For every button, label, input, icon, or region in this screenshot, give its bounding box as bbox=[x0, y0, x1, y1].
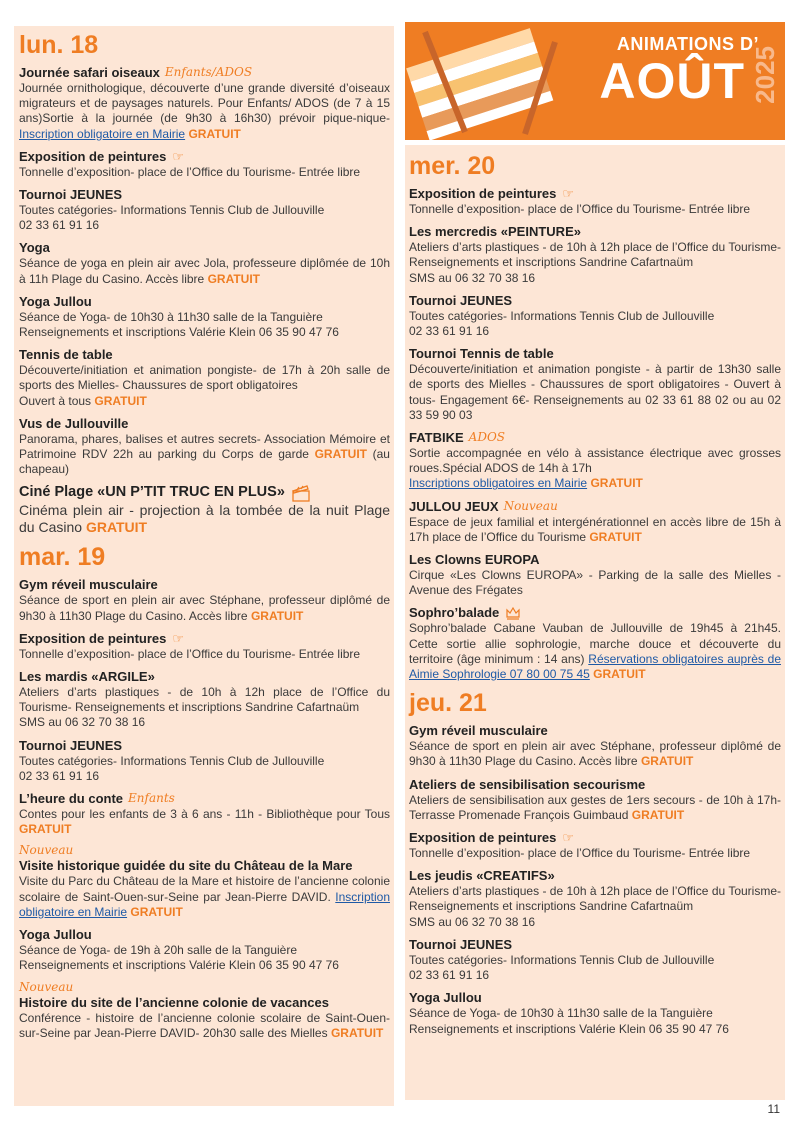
hand-icon: ☞ bbox=[172, 148, 185, 164]
event-yoga-jullou bbox=[19, 293, 390, 340]
event-contact: Renseignements et inscriptions Valérie Klein 06 35 90 47 76 bbox=[19, 958, 339, 973]
event-desc: Séance de Yoga- de 10h30 à 11h30 salle de la Tanguière bbox=[409, 1006, 713, 1021]
event-desc-extra: Ouvert à tous bbox=[19, 393, 92, 408]
event-desc: Sortie accompagnée en vélo à assistance électrique avec grosses roues.Spécial ADOS de 14h à 17h bbox=[409, 446, 781, 476]
event-tournoi-tennis-table bbox=[409, 345, 781, 423]
day-heading: mar. 19 bbox=[19, 543, 106, 572]
event-title: Les mercredis «PEINTURE» bbox=[409, 224, 581, 240]
event-desc: Toutes catégories- Informations Tennis Club de Jullouville bbox=[19, 203, 325, 218]
event-jeudis-creatifs bbox=[409, 867, 781, 930]
event-expo bbox=[19, 148, 390, 180]
event-mercredis-peinture bbox=[409, 223, 781, 286]
event-fatbike bbox=[409, 429, 781, 492]
day-heading: jeu. 21 bbox=[409, 689, 487, 718]
event-title: Les mardis «ARGILE» bbox=[19, 669, 155, 685]
event-expo bbox=[409, 829, 781, 861]
event-desc: Ateliers de sensibilisation aux gestes de 1ers secours - de 10h à 17h-Terrasse Promenade François Guimbaud bbox=[409, 792, 781, 822]
event-title: Ciné Plage «UN P’TIT TRUC EN PLUS» bbox=[19, 484, 285, 501]
free-badge: GRATUIT bbox=[250, 608, 304, 623]
event-title: Histoire du site de l’ancienne colonie de vacances bbox=[19, 994, 329, 1010]
event-title: Yoga bbox=[19, 240, 50, 256]
event-contact: Renseignements et inscriptions Valérie Klein 06 35 90 47 76 bbox=[19, 325, 339, 340]
registration-link[interactable]: Réservations obligatoires auprès de Aimie Sophrologie 07 80 00 75 45 bbox=[409, 651, 781, 682]
event-title: Tournoi JEUNES bbox=[19, 737, 123, 753]
event-gym bbox=[409, 722, 781, 769]
event-desc: Ateliers d’arts plastiques - de 10h à 12h place de l’Office du Tourisme- Renseignements et inscriptions Sandrine Cafartnaüm bbox=[409, 240, 781, 270]
event-desc: Tonnelle d’exposition- place de l’Office du Tourisme- Entrée libre bbox=[409, 202, 751, 216]
event-phone: 02 33 61 91 16 bbox=[19, 218, 100, 233]
event-title: Journée safari oiseaux bbox=[19, 65, 160, 80]
event-clowns bbox=[409, 551, 781, 598]
event-mardis-argile bbox=[19, 668, 390, 731]
event-phone: 02 33 61 91 16 bbox=[19, 768, 100, 783]
event-title: Gym réveil musculaire bbox=[19, 577, 158, 593]
event-title: Vus de Jullouville bbox=[19, 415, 129, 431]
event-desc: Séance de sport en plein air avec Stéphane, professeur diplômé de 9h30 à 11h30 Plage du Casino. Accès libre bbox=[409, 739, 781, 769]
event-desc: Cinéma plein air - projection à la tombée de la nuit Plage du Casino bbox=[19, 502, 390, 536]
event-desc: Découverte/initiation et animation pongiste- de 17h à 20h salle de sports des Mielles- Chaussures de sport obligatoires bbox=[19, 363, 390, 393]
event-contact: SMS au 06 32 70 38 16 bbox=[409, 270, 536, 285]
free-badge: GRATUIT bbox=[589, 529, 642, 544]
registration-link[interactable]: Inscription obligatoire en Mairie bbox=[19, 126, 186, 141]
event-desc: Séance de sport en plein air avec Stéphane, professeur diplômé de 9h30 à 11h30 Plage du Casino. Accès libre bbox=[19, 593, 390, 623]
event-title: Les jeudis «CREATIFS» bbox=[409, 868, 555, 884]
page-number: 11 bbox=[767, 1102, 780, 1116]
event-desc: Séance de yoga en plein air avec Jola, professeure diplômée de 10h à 11h Plage du Casino. Accès libre bbox=[19, 256, 390, 286]
event-visite-chateau bbox=[19, 843, 390, 920]
event-desc: Toutes catégories- Informations Tennis Club de Jullouville bbox=[409, 308, 715, 323]
event-title: Tournoi JEUNES bbox=[409, 292, 513, 308]
event-desc: Panorama, phares, balises et autres secrets- Association Mémoire et Patrimoine RDV 22h au parking du Corps de garde bbox=[19, 431, 390, 462]
free-badge: GRATUIT bbox=[94, 393, 147, 408]
event-title: L’heure du conte bbox=[19, 791, 124, 807]
event-title: Exposition de peintures bbox=[19, 148, 167, 164]
movie-clapper-icon bbox=[291, 484, 311, 502]
event-desc: Tonnelle d’exposition- place de l’Office du Tourisme- Entrée libre bbox=[409, 846, 751, 861]
event-cine-plage bbox=[19, 483, 390, 536]
registration-link[interactable]: Inscription obligatoire en Mairie bbox=[19, 889, 390, 919]
deckchair-illustration bbox=[405, 22, 595, 140]
free-badge: GRATUIT bbox=[590, 476, 643, 491]
event-desc-extra: (au chapeau) bbox=[19, 447, 390, 477]
event-tag: Nouveau bbox=[503, 498, 558, 513]
event-contact: Renseignements et inscriptions Valérie Klein 06 35 90 47 76 bbox=[409, 1021, 729, 1036]
event-phone: 02 33 61 91 16 bbox=[409, 968, 490, 983]
event-tag: ADOS bbox=[468, 430, 506, 445]
event-tournoi bbox=[409, 936, 781, 983]
event-title: Yoga Jullou bbox=[19, 927, 92, 943]
day-heading: lun. 18 bbox=[19, 31, 99, 59]
event-expo bbox=[19, 630, 390, 662]
free-badge: GRATUIT bbox=[640, 754, 694, 769]
event-tag: Enfants bbox=[128, 791, 175, 806]
event-title: Sophro’balade bbox=[409, 605, 500, 621]
event-title: Tournoi Tennis de table bbox=[409, 346, 554, 362]
banner-year: 2025 bbox=[750, 46, 780, 104]
event-secourisme bbox=[409, 776, 781, 823]
event-title: Tennis de table bbox=[19, 347, 113, 363]
event-yoga-jullou bbox=[409, 989, 781, 1036]
event-histoire-colonie bbox=[19, 980, 390, 1041]
event-yoga bbox=[19, 239, 390, 286]
event-vus-jullouville bbox=[19, 415, 390, 478]
header-banner bbox=[405, 22, 785, 140]
event-title: Exposition de peintures bbox=[409, 186, 557, 201]
event-tournoi bbox=[19, 737, 390, 784]
free-badge: GRATUIT bbox=[593, 667, 646, 682]
left-column bbox=[14, 26, 394, 1106]
event-contact: SMS au 06 32 70 38 16 bbox=[19, 715, 146, 730]
hand-icon: ☞ bbox=[562, 186, 575, 201]
event-desc: Séance de Yoga- de 10h30 à 11h30 salle de la Tanguière bbox=[19, 309, 323, 324]
free-badge: GRATUIT bbox=[330, 1025, 384, 1040]
event-desc: Sophro’balade Cabane Vauban de Jullouville de 19h45 à 21h45. Cette sortie allie sophrologie, marche douce et découverte du territoire (âge minimum : 14 ans) bbox=[409, 621, 781, 666]
event-desc: Espace de jeux familial et intergénérationnel en accès libre de 15h à 17h place de l’Office du Tourisme bbox=[409, 514, 781, 544]
event-desc: Toutes catégories- Informations Tennis Club de Jullouville bbox=[19, 753, 325, 768]
event-desc: Séance de Yoga- de 19h à 20h salle de la Tanguière bbox=[19, 943, 298, 958]
event-contact: SMS au 06 32 70 38 16 bbox=[409, 914, 536, 929]
banner-title-line1: ANIMATIONS D’ bbox=[616, 34, 759, 54]
event-tournoi bbox=[19, 186, 390, 233]
event-desc: Toutes catégories- Informations Tennis Club de Jullouville bbox=[409, 952, 715, 967]
event-expo bbox=[409, 185, 781, 217]
new-tag: Nouveau bbox=[19, 979, 74, 994]
free-badge: GRATUIT bbox=[85, 519, 148, 536]
event-desc: Tonnelle d’exposition- place de l’Office du Tourisme- Entrée libre bbox=[19, 646, 361, 661]
event-tennis-table bbox=[19, 346, 390, 409]
event-title: JULLOU JEUX bbox=[409, 498, 499, 514]
free-badge: GRATUIT bbox=[314, 447, 367, 462]
event-title: Yoga Jullou bbox=[19, 293, 92, 309]
event-title: Yoga Jullou bbox=[409, 990, 482, 1006]
event-desc: Journée ornithologique, découverte d’une grande diversité d’oiseaux migrateurs et de paysages naturels. Pour Enfants/ ADOS (de 7 à 15 ans)Sortie à la journée (de 9h30 à 16h30) prévoir pique-nique- bbox=[19, 81, 390, 126]
event-desc: Tonnelle d’exposition- place de l’Office du Tourisme- Entrée libre bbox=[19, 164, 361, 179]
event-tag: Enfants/ADOS bbox=[164, 65, 253, 79]
event-safari bbox=[19, 64, 390, 142]
event-desc: Ateliers d’arts plastiques - de 10h à 12h place de l’Office du Tourisme- Renseignements et inscriptions Sandrine Cafartnaüm bbox=[19, 685, 390, 715]
event-desc: Conférence - histoire de l’ancienne colonie scolaire de Saint-Ouen-sur-Seine par Jean-Pierre DAVID- 20h30 salle des Mielles bbox=[19, 1010, 390, 1040]
crown-icon bbox=[505, 606, 521, 620]
registration-link[interactable]: Inscriptions obligatoires en Mairie bbox=[409, 476, 588, 491]
free-badge: GRATUIT bbox=[188, 126, 241, 141]
event-desc: Ateliers d’arts plastiques - de 10h à 12h place de l’Office du Tourisme- Renseignements et inscriptions Sandrine Cafartnaüm bbox=[409, 884, 781, 914]
event-title: FATBIKE bbox=[409, 430, 464, 446]
event-desc: Visite du Parc du Château de la Mare et histoire de l’ancienne colonie scolaire de Saint-Ouen-sur-Seine par Jean-Pierre DAVID. bbox=[19, 874, 390, 904]
event-title: Les Clowns EUROPA bbox=[409, 552, 540, 568]
event-title: Tournoi JEUNES bbox=[409, 936, 513, 952]
event-desc: Découverte/initiation et animation pongiste - à partir de 13h30 salle de sports des Mielles - Chaussures de sport obligatoires - Ouvert à tous- Engagement 6€- Renseignements au 02 33 61 88 02 ou au 02 33 59 90 03 bbox=[409, 362, 781, 422]
free-badge: GRATUIT bbox=[130, 904, 183, 919]
free-badge: GRATUIT bbox=[631, 807, 685, 822]
new-tag: Nouveau bbox=[19, 843, 74, 858]
event-title: Ateliers de sensibilisation secourisme bbox=[409, 776, 646, 792]
event-tournoi bbox=[409, 292, 781, 339]
right-column bbox=[405, 145, 785, 1100]
free-badge: GRATUIT bbox=[207, 271, 261, 286]
event-gym bbox=[19, 576, 390, 623]
event-title: Visite historique guidée du site du Château de la Mare bbox=[19, 858, 353, 874]
event-desc: Cirque «Les Clowns EUROPA» - Parking de la salle des Mielles - Avenue des Frégates bbox=[409, 568, 781, 598]
hand-icon: ☞ bbox=[562, 830, 575, 846]
event-yoga-jullou bbox=[19, 926, 390, 973]
day-heading: mer. 20 bbox=[409, 152, 496, 180]
event-jullou-jeux bbox=[409, 498, 781, 545]
hand-icon: ☞ bbox=[172, 630, 185, 646]
event-title: Exposition de peintures bbox=[409, 830, 557, 846]
event-title: Tournoi JEUNES bbox=[19, 187, 123, 203]
free-badge: GRATUIT bbox=[19, 822, 72, 837]
event-phone: 02 33 61 91 16 bbox=[409, 324, 490, 339]
event-sophrobalade bbox=[409, 604, 781, 682]
event-title: Gym réveil musculaire bbox=[409, 723, 548, 739]
event-heure-conte bbox=[19, 790, 390, 837]
banner-title-month: AOÛT bbox=[599, 53, 745, 109]
event-title: Exposition de peintures bbox=[19, 630, 167, 646]
event-desc: Contes pour les enfants de 3 à 6 ans - 11h - Bibliothèque pour Tous bbox=[19, 807, 390, 822]
